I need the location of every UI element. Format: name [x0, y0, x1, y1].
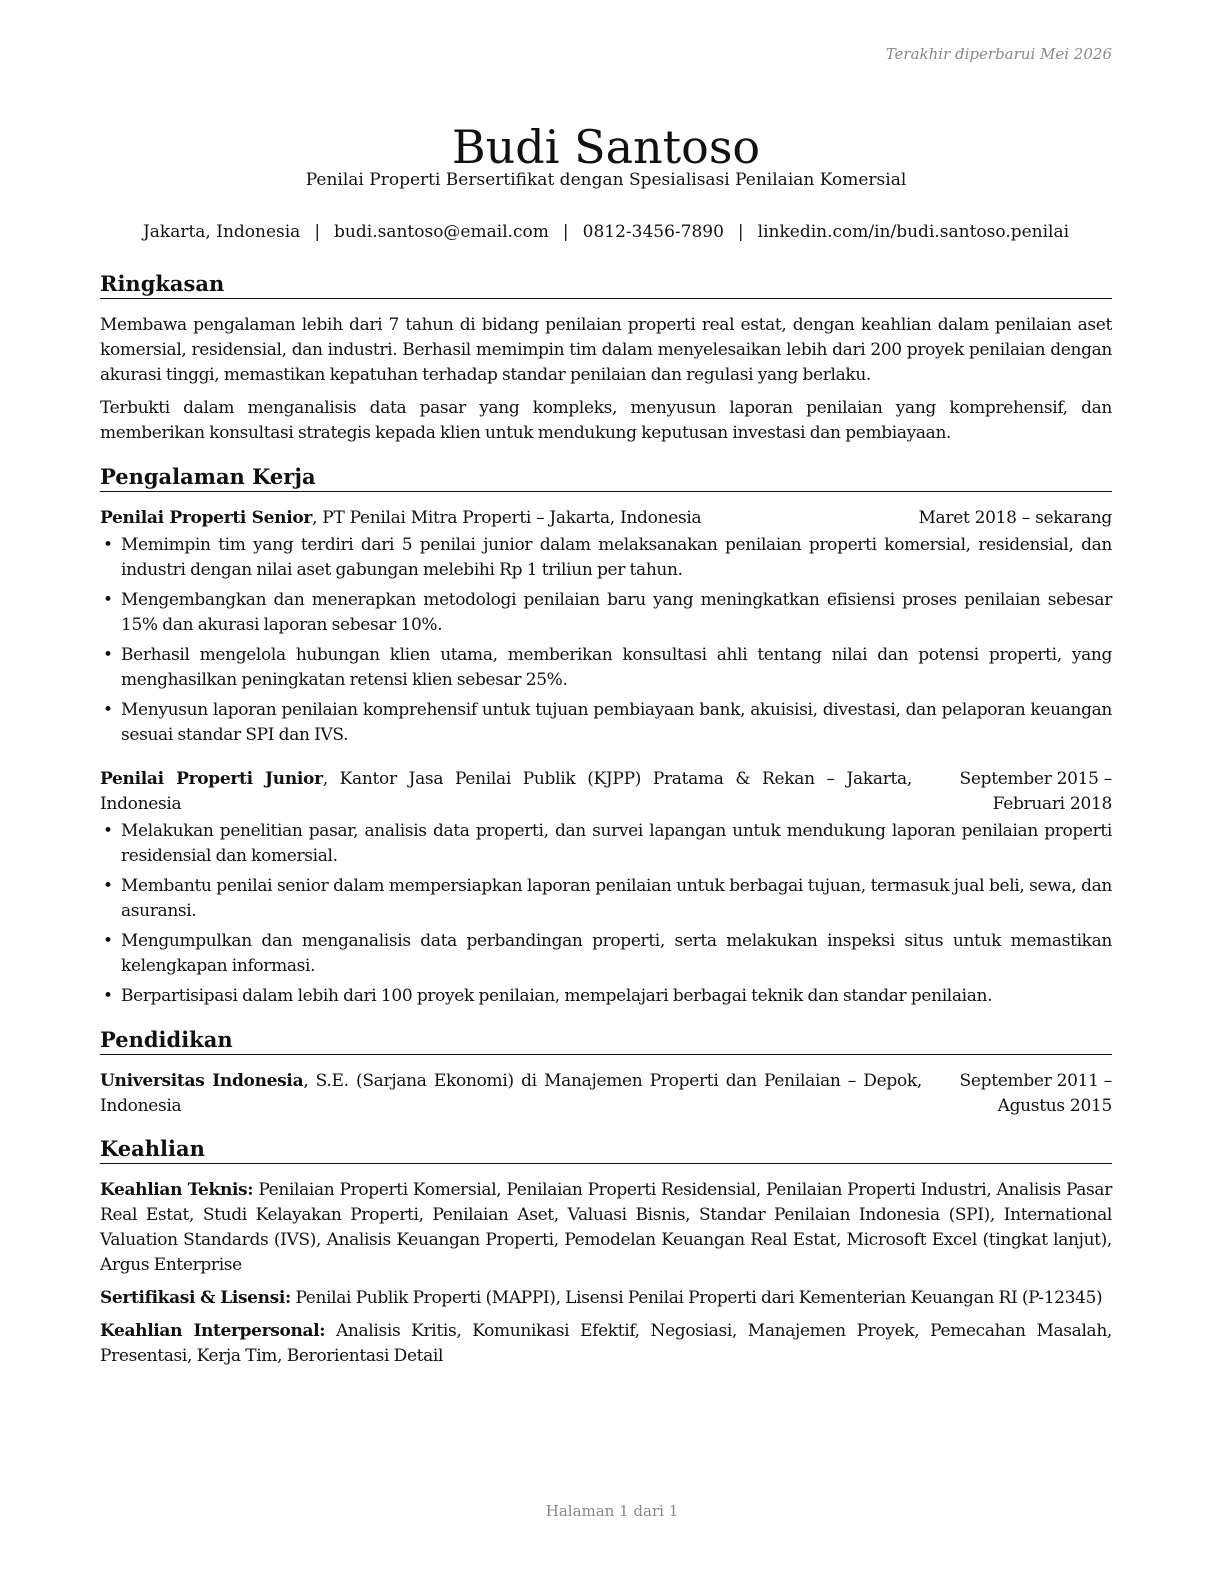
contact-separator: |: [737, 222, 744, 242]
contact-email[interactable]: budi.santoso@email.com: [334, 222, 549, 242]
candidate-name: Budi Santoso: [451, 119, 761, 174]
skill-group: [100, 1286, 1112, 1311]
list-item: • Berhasil mengelola hubungan klien utama, memberikan konsultasi ahli tentang nilai dan potensi properti, yang menghasilkan peningkatan retensi klien sebesar 25%.: [103, 645, 1112, 690]
education-dates: September 2011 – Agustus 2015: [959, 1071, 1112, 1116]
job-header: [100, 767, 1112, 817]
bullet-icon: •: [103, 876, 113, 896]
education-entry: [100, 1069, 1112, 1119]
skill-text: Penilaian Properti Komersial, Penilaian Properti Residensial, Penilaian Properti Industri, Analisis Pasar Real Estat, Studi Kelayakan Properti, Penilaian Aset, Valuasi Bisnis, Standar Penilaian Indonesia (SPI), International Valuation Standards (IVS), Analisis Keuangan Properti, Pemodelan Keuangan Real Estat, Microsoft Excel (tingkat lanjut), Argus Enterprise: [100, 1180, 1112, 1275]
resume-content: [100, 270, 1112, 1369]
skill-group: [100, 1178, 1112, 1278]
job-header: [100, 506, 1112, 531]
skill-group: [100, 1319, 1112, 1369]
job-bullets: [100, 819, 1112, 1009]
list-item: • Melakukan penelitian pasar, analisis data properti, dan survei lapangan untuk mendukung laporan penilaian properti residensial dan komersial.: [103, 821, 1112, 866]
contact-linkedin[interactable]: linkedin.com/in/budi.santoso.penilai: [757, 222, 1070, 242]
summary-paragraph: Membawa pengalaman lebih dari 7 tahun di bidang penilaian properti real estat, dengan keahlian dalam penilaian aset komersial, residensial, dan industri. Berhasil memimpin tim dalam menyelesaikan lebih dari 200 proyek penilaian dengan akurasi tinggi, memastikan kepatuhan terhadap standar penilaian dan regulasi yang berlaku.: [100, 315, 1112, 385]
job-dates: Maret 2018 – sekarang: [918, 508, 1112, 528]
list-item: • Memimpin tim yang terdiri dari 5 penilai junior dalam melaksanakan penilaian properti komersial, residensial, dan industri dengan nilai aset gabungan melebihi Rp 1 triliun per tahun.: [103, 535, 1112, 580]
education-line: [100, 1069, 922, 1119]
list-item: • Berpartisipasi dalam lebih dari 100 proyek penilaian, mempelajari berbagai teknik dan standar penilaian.: [100, 984, 1112, 1009]
section-title-education: Pendidikan: [100, 1026, 1112, 1055]
job-bullets: [100, 533, 1112, 748]
list-item: • Membantu penilai senior dalam mempersiapkan laporan penilaian untuk berbagai tujuan, termasuk jual beli, sewa, dan asuransi.: [103, 876, 1112, 921]
last-updated: Terakhir diperbarui Mei 2026: [885, 45, 1112, 63]
section-title-skills: Keahlian: [100, 1135, 1112, 1164]
job-role: Penilai Properti Senior: [100, 508, 313, 528]
list-item: • Mengembangkan dan menerapkan metodologi penilaian baru yang meningkatkan efisiensi proses penilaian sebesar 15% dan akurasi laporan sebesar 10%.: [103, 590, 1112, 635]
skill-label: Sertifikasi & Lisensi:: [100, 1288, 291, 1308]
job-title-line: [100, 506, 918, 531]
skill-text: Penilai Publik Properti (MAPPI), Lisensi Penilai Properti dari Kementerian Keuangan RI (P-12345): [290, 1288, 1103, 1308]
bullet-icon: •: [103, 931, 113, 951]
bullet-icon: •: [103, 535, 113, 555]
job-role: Penilai Properti Junior: [100, 769, 323, 789]
list-item: • Menyusun laporan penilaian komprehensif untuk tujuan pembiayaan bank, akuisisi, divestasi, dan pelaporan keuangan sesuai standar SPI dan IVS.: [103, 700, 1112, 745]
bullet-icon: •: [103, 821, 113, 841]
skill-label: Keahlian Interpersonal:: [100, 1321, 326, 1341]
contact-location: Jakarta, Indonesia: [142, 222, 301, 242]
tagline: Penilai Properti Bersertifikat dengan Spesialisasi Penilaian Komersial: [305, 170, 907, 190]
contact-separator: |: [562, 222, 569, 242]
contact-phone: 0812-3456-7890: [582, 222, 724, 242]
section-title-summary: Ringkasan: [100, 270, 1112, 299]
contact-line: [70, 220, 1142, 244]
job-org: , PT Penilai Mitra Properti – Jakarta, Indonesia: [312, 508, 702, 528]
skill-label: Keahlian Teknis:: [100, 1180, 254, 1200]
job-dates: September 2015 – Februari 2018: [959, 769, 1112, 814]
contact-separator: |: [314, 222, 321, 242]
page-number: Halaman 1 dari 1: [545, 1502, 679, 1520]
summary-paragraph: Terbukti dalam menganalisis data pasar yang kompleks, menyusun laporan penilaian yang komprehensif, dan memberikan konsultasi strategis kepada klien untuk mendukung keputusan investasi dan pembiayaan.: [100, 398, 1112, 443]
section-title-experience: Pengalaman Kerja: [100, 463, 1112, 492]
school-name: Universitas Indonesia: [100, 1071, 304, 1091]
bullet-icon: •: [103, 986, 113, 1006]
bullet-icon: •: [103, 590, 113, 610]
job-title-line: [100, 767, 912, 817]
list-item: • Mengumpulkan dan menganalisis data perbandingan properti, serta melakukan inspeksi situs untuk memastikan kelengkapan informasi.: [103, 931, 1112, 976]
job-org: , Kantor Jasa Penilai Publik (KJPP) Pratama & Rekan – Jakarta, Indonesia: [100, 769, 913, 814]
bullet-icon: •: [103, 700, 113, 720]
skill-text: Analisis Kritis, Komunikasi Efektif, Negosiasi, Manajemen Proyek, Pemecahan Masalah, Presentasi, Kerja Tim, Berorientasi Detail: [100, 1321, 1112, 1366]
bullet-icon: •: [103, 645, 113, 665]
degree: , S.E. (Sarjana Ekonomi) di Manajemen Properti dan Penilaian – Depok, Indonesia: [100, 1071, 923, 1116]
